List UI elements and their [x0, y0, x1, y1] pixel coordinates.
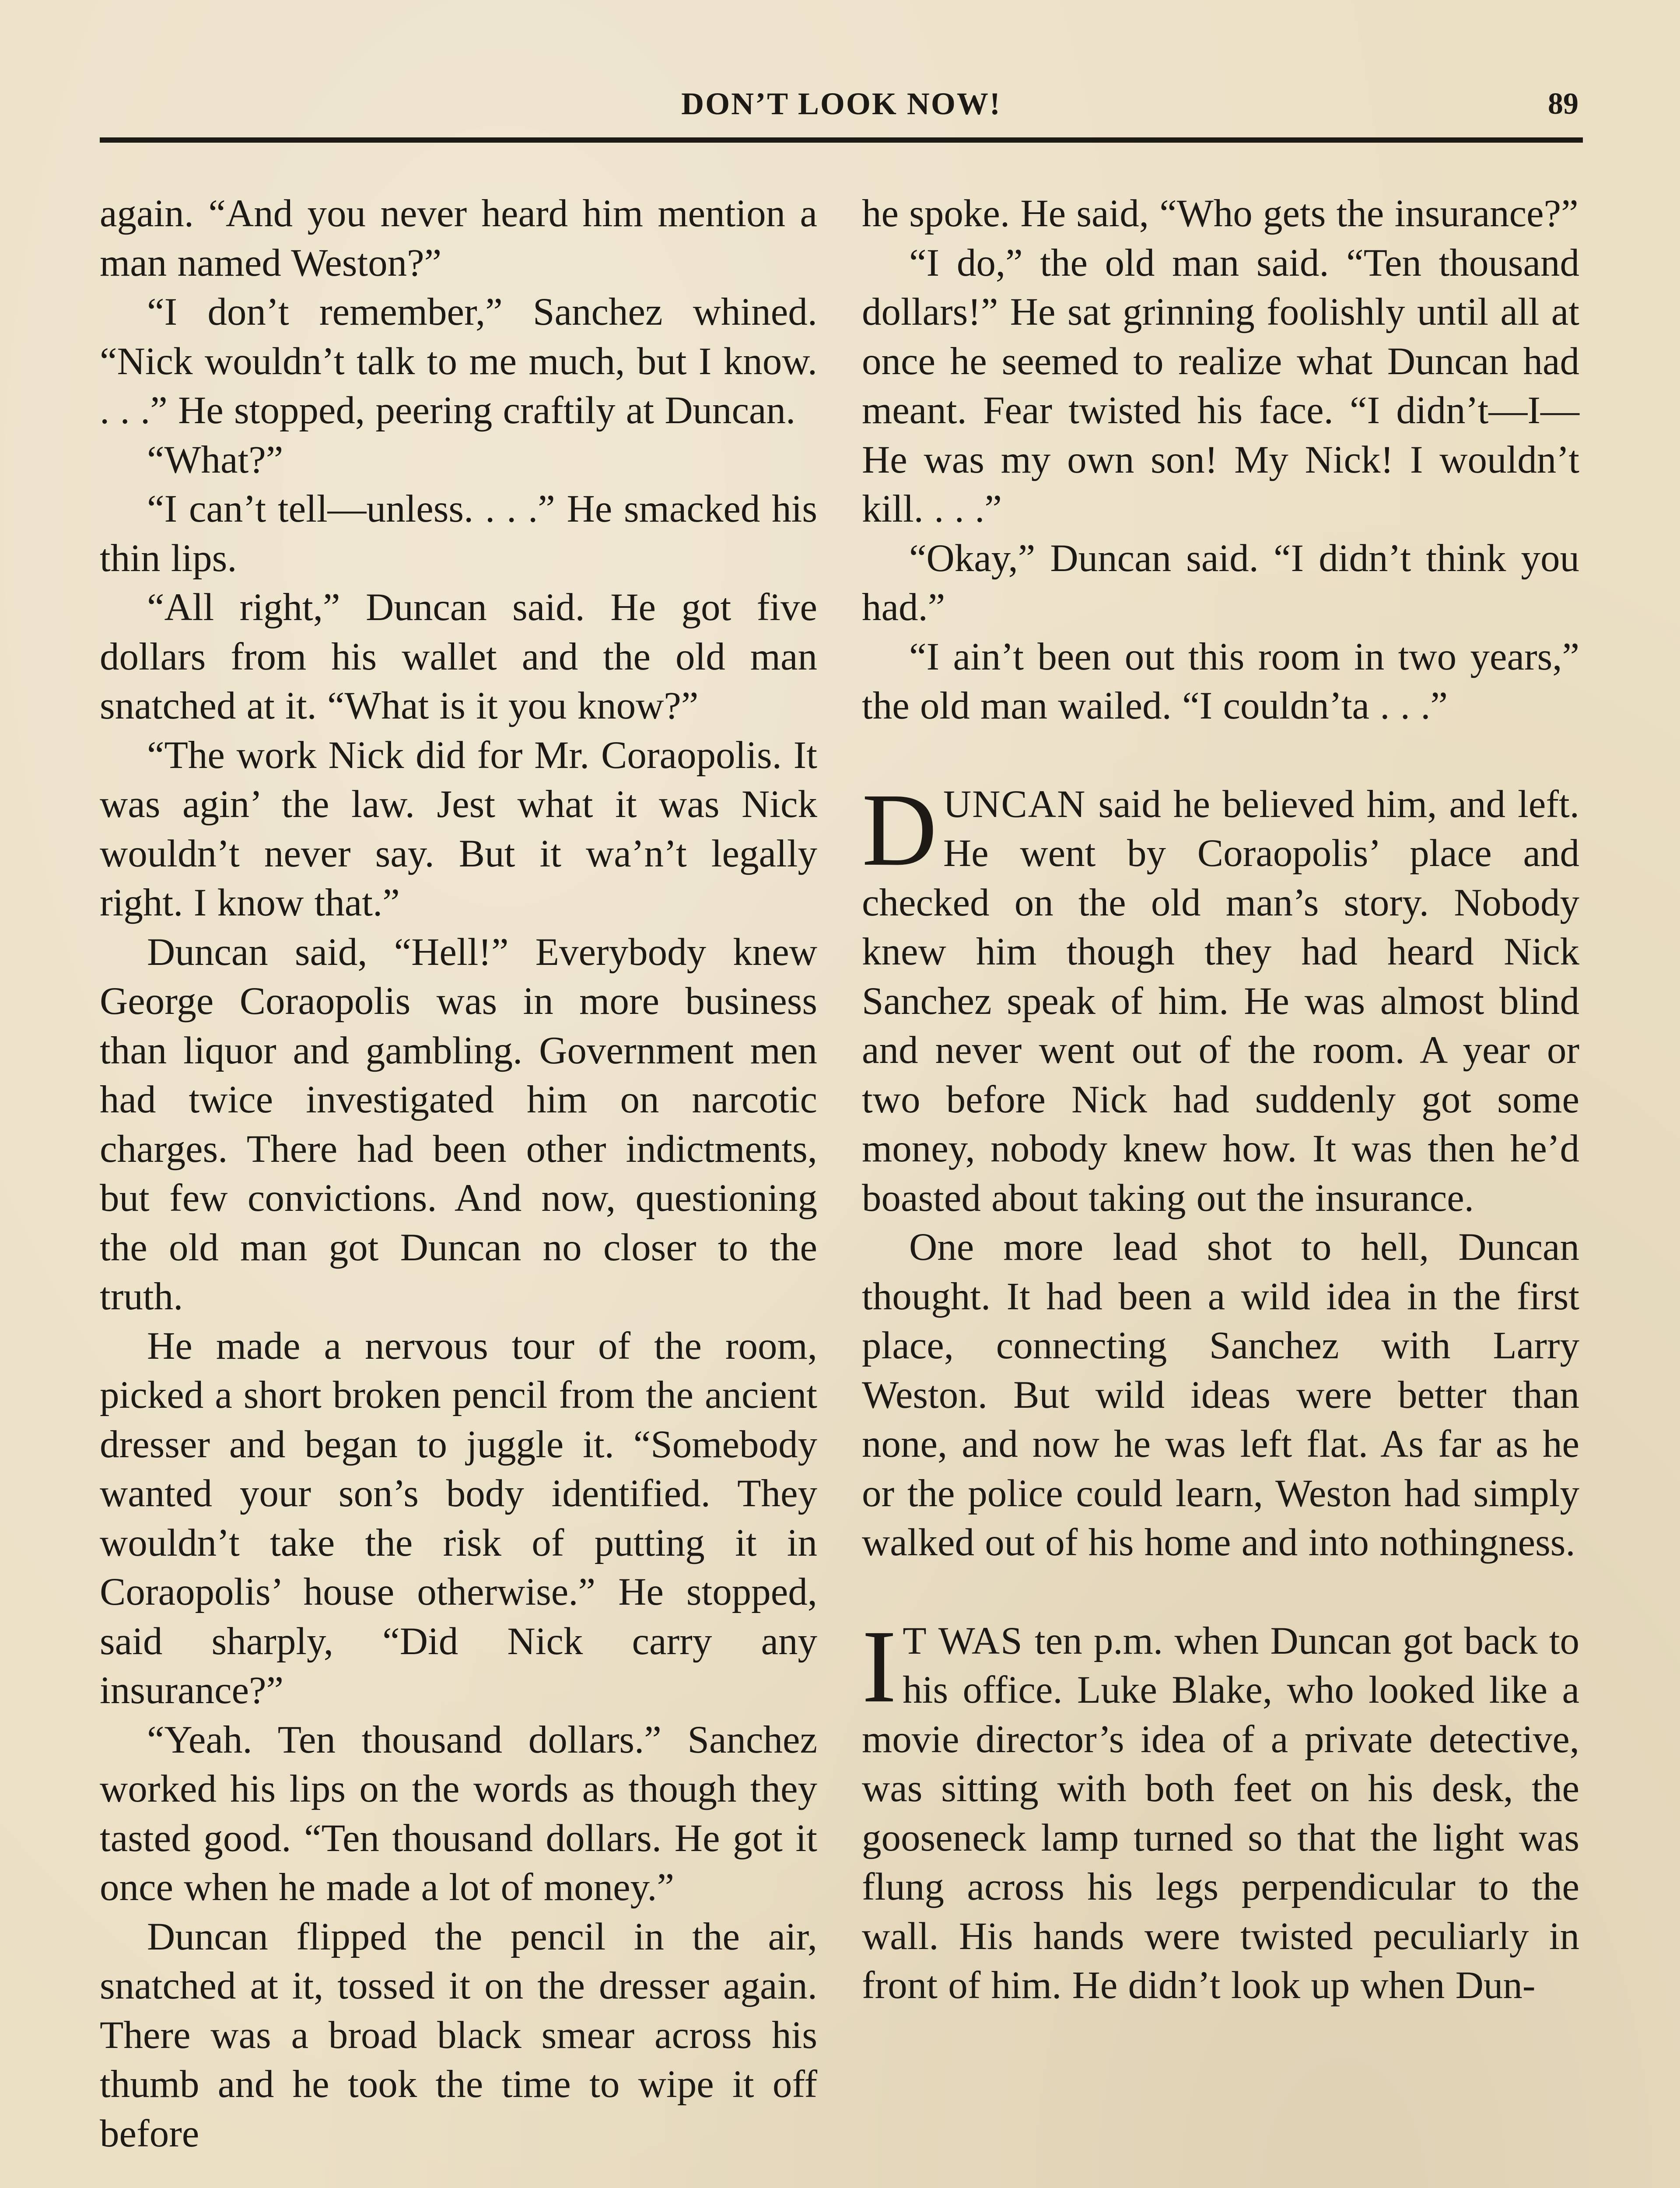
section-opening-paragraph [862, 772, 1579, 1223]
paragraph-text: ten p.m. when Duncan got back to his office. Luke Blake, who looked like a movie director’s idea of a private detective, was sitting with both feet on his desk, the gooseneck lamp turned so that the light was flung across his legs perpendicular to the wall. His hands were twisted peculiarly in front of him. He didn’t look up when Dun- [862, 1619, 1580, 2007]
section-opening-paragraph [862, 1609, 1580, 2010]
lead-in-caps: T WAS [903, 1619, 1023, 1662]
paragraph: “I can’t tell—unless. . . .” He smacked his thin lips. [100, 487, 817, 580]
paragraph: again. “And you never heard him mention a man named Weston?” [100, 192, 817, 284]
header-rule [100, 137, 1583, 143]
drop-cap: I [862, 1609, 897, 1724]
paragraph: “What?” [147, 438, 284, 481]
paragraph: “Yeah. Ten thousand dollars.” Sanchez worked his lips on the words as though they tasted good. “Ten thousand dollars. He got it once when he made a lot of money.” [100, 1718, 817, 1909]
paragraph: “The work Nick did for Mr. Coraopolis. It was agin’ the law. Jest what it was Nick wouldn’t never say. But it wa’n’t legally right. I know that.” [100, 733, 817, 924]
paragraph: he spoke. He said, “Who gets the insurance?” [862, 192, 1578, 235]
paragraph: “I don’t remember,” Sanchez whined. “Nick wouldn’t talk to me much, but I know. . . .” He stopped, peering craftily at Duncan. [100, 291, 817, 432]
running-title: DON’T LOOK NOW! [681, 86, 1001, 121]
section-break [862, 1567, 1579, 1616]
lead-in-caps: UNCAN [943, 782, 1086, 826]
right-column [862, 189, 1579, 2010]
paragraph: One more lead shot to hell, Duncan thought. It had been a wild idea in the first place, connecting Sanchez with Larry Weston. But wild ideas were better than none, and now he was left flat. As far as he or the police could learn, Weston had simply walked out of his home and into nothingness. [862, 1226, 1579, 1564]
drop-cap: D [862, 772, 937, 887]
left-column [100, 189, 817, 2158]
page-header [100, 86, 1583, 138]
paragraph: “I ain’t been out this room in two years,” the old man wailed. “I couldn’ta . . .” [862, 635, 1579, 727]
section-break [862, 731, 1579, 780]
paragraph: He made a nervous tour of the room, picked a short broken pencil from the ancient dresser and began to juggle it. “Somebody wanted your son’s body identified. They wouldn’t take the risk of putting it in Coraopolis’ house otherwise.” He stopped, said sharply, “Did Nick carry any insurance?” [100, 1324, 817, 1712]
paragraph: “Okay,” Duncan said. “I didn’t think you had.” [862, 536, 1579, 629]
paragraph-text: said he believed him, and left. He went by Coraopolis’ place and checked on the old man’s story. Nobody knew him though they had heard Nick Sanchez speak of him. He was almost blind and never went out of the room. A year or two before Nick had suddenly got some money, nobody knew how. It was then he’d boasted about taking out the insurance. [862, 782, 1579, 1220]
paragraph: “All right,” Duncan said. He got five dollars from his wallet and the old man snatched at it. “What is it you know?” [100, 586, 817, 727]
paragraph: Duncan flipped the pencil in the air, snatched at it, tossed it on the dresser again. There was a broad black smear across his thumb and he took the time to wipe it off before [100, 1915, 817, 2155]
page-number: 89 [1548, 87, 1578, 121]
paragraph: “I do,” the old man said. “Ten thousand dollars!” He sat grinning foolishly until all at once he seemed to realize what Duncan had meant. Fear twisted his face. “I didn’t—I— He was my own son! My Nick! I wouldn’t kill. . . .” [862, 241, 1579, 530]
paragraph: Duncan said, “Hell!” Everybody knew George Coraopolis was in more business than liquor and gambling. Government men had twice investigated him on narcotic charges. There had been other indictments, but few convictions. And now, questioning the old man got Duncan no closer to the truth. [100, 930, 817, 1318]
